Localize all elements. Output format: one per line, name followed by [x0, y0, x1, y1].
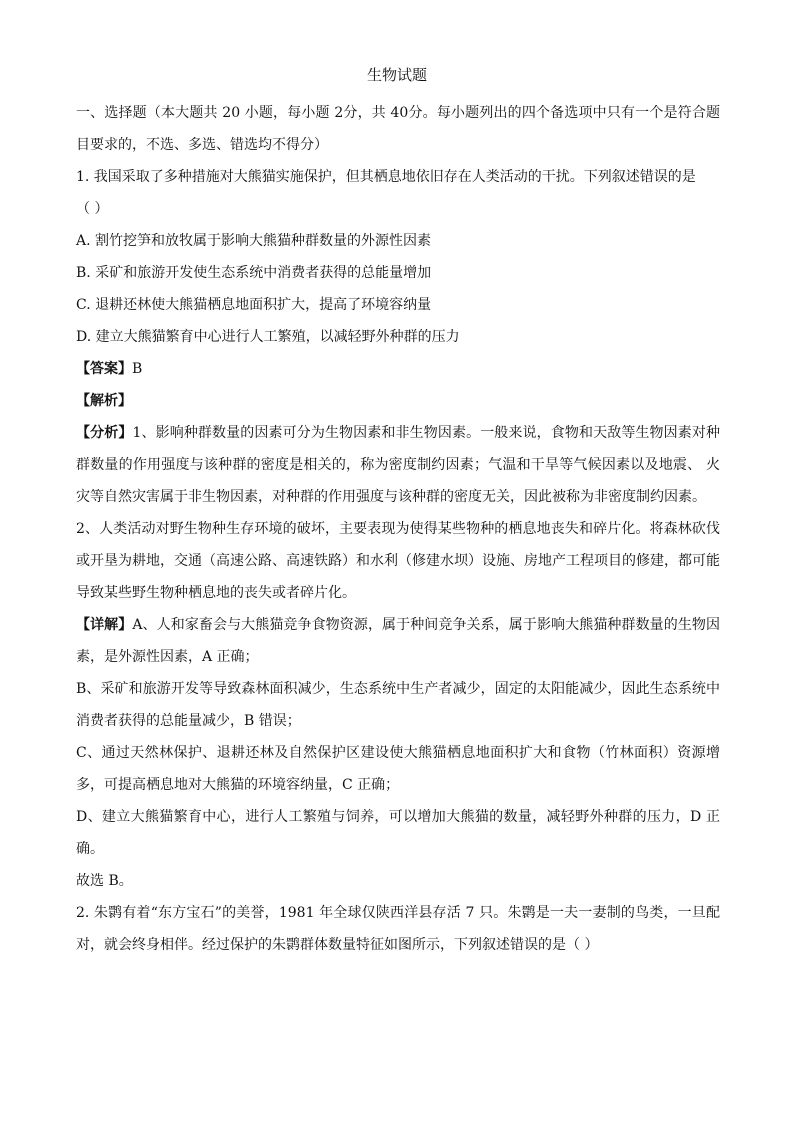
question-1-stem: 1. 我国采取了多种措施对大熊猫实施保护，但其栖息地依旧存在人类活动的干扰。下列叙述错误的是 — [76, 169, 696, 185]
section-heading: 一、选择题（本大题共 20 小题，每小题 2分，共 40分。每小题列出的四个备选项中只有一个是符合题目要求的，不选、多选、错选均不得分） — [76, 105, 720, 153]
option-c: C. 退耕还林使大熊猫栖息地面积扩大，提高了环境容纳量 — [76, 297, 432, 313]
fenxi-text-1: 1、影响种群数量的因素可分为生物因素和非生物因素。一般来说，食物和天敌等生物因素对种群数量的作用强度与该种群的密度是相关的，称为密度制约因素；气温和干旱等气候因素以及地震、 火灾等自然灾害属于非生物因素，对种群的作用强度与该种群的密度无关，因此被称为非密度制约因素。 — [76, 425, 720, 505]
detail-a-paragraph — [76, 609, 720, 673]
answer-line — [76, 353, 720, 385]
answer-value: B — [132, 361, 143, 377]
detail-b-paragraph: B、采矿和旅游开发等导致森林面积减少，生态系统中生产者减少，固定的太阳能减少，因此生态系统中消费者获得的总能量减少，B 错误； — [76, 681, 720, 729]
analysis-label — [76, 385, 720, 417]
question-2-stem: 2. 朱鹮有着“东方宝石”的美誉，1981 年全球仅陕西洋县存活 7 只。朱鹮是一夫一妻制的鸟类，一旦配对，就会终身相伴。经过保护的朱鹮群体数量特征如图所示，下列叙述错误的是（ ） — [76, 905, 720, 953]
option-b: B. 采矿和旅游开发使生态系统中消费者获得的总能量增加 — [76, 265, 432, 281]
fenxi-label: 【分析】 — [76, 425, 133, 441]
question-1-answer-bracket: （ ） — [76, 201, 109, 217]
option-d: D. 建立大熊猫繁育中心进行人工繁殖，以减轻野外种群的压力 — [76, 329, 460, 345]
analysis-heading: 【解析】 — [76, 393, 132, 409]
conclusion: 故选 B。 — [76, 873, 133, 889]
fenxi-paragraph-1 — [76, 417, 720, 513]
detail-d-paragraph: D、建立大熊猫繁育中心，进行人工繁殖与饲养，可以增加大熊猫的数量，减轻野外种群的压力，D 正确。 — [76, 809, 720, 857]
option-a: A. 割竹挖笋和放牧属于影响大熊猫种群数量的外源性因素 — [76, 233, 432, 249]
document-body — [76, 97, 720, 961]
fenxi-paragraph-2: 2、人类活动对野生物种生存环境的破坏，主要表现为使得某些物种的栖息地丧失和碎片化。将森林砍伐或开垦为耕地，交通（高速公路、高速铁路）和水利（修建水坝）设施、房地产工程项目的修建，都可能导致某些野生物种栖息地的丧失或者碎片化。 — [76, 521, 720, 601]
answer-label: 【答案】 — [76, 361, 132, 377]
detail-c-paragraph: C、通过天然林保护、退耕还林及自然保护区建设使大熊猫栖息地面积扩大和食物（竹林面积）资源增多，可提高栖息地对大熊猫的环境容纳量，C 正确； — [76, 745, 720, 793]
page-title: 生物试题 — [366, 66, 427, 84]
detail-label: 【详解】 — [76, 617, 133, 633]
detail-a-text: A、人和家畜会与大熊猫竞争食物资源，属于种间竞争关系，属于影响大熊猫种群数量的生物因素，是外源性因素，A 正确； — [76, 617, 721, 665]
